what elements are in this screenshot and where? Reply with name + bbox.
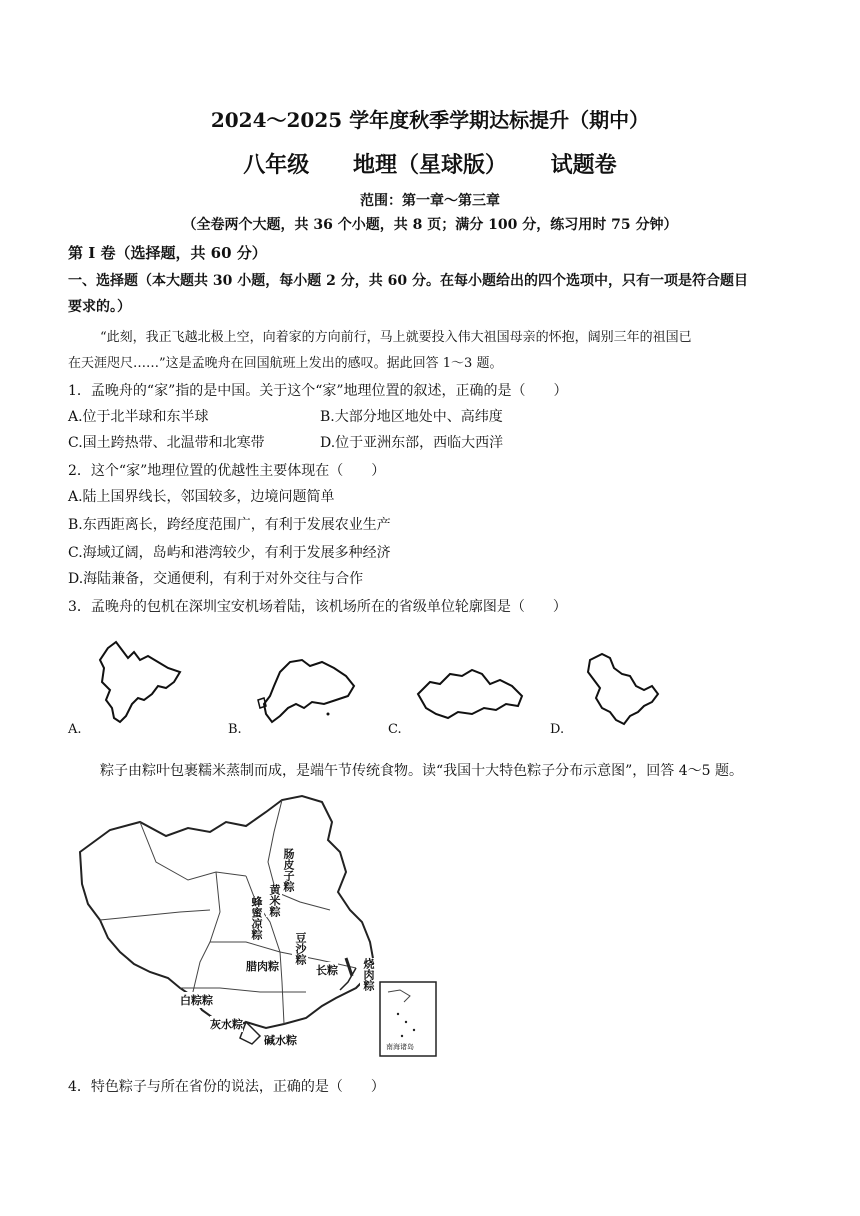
- q2-option-c: C.海域辽阔，岛屿和港湾较少，有利于发展多种经济: [68, 545, 391, 561]
- q2-option-d: D.海陆兼备，交通便利，有利于对外交往与合作: [68, 571, 364, 587]
- map-label-bai: 白粽粽: [180, 994, 213, 1007]
- q3-stem: 3．孟晚舟的包机在深圳宝安机场着陆，该机场所在的省级单位轮廓图是（ ）: [68, 599, 567, 615]
- exam-title: 2024～2025 学年度秋季学期达标提升（期中）: [210, 108, 650, 132]
- q2-stem: 2．这个“家”地理位置的优越性主要体现在（ ）: [68, 463, 386, 479]
- section-instruction-line2: 要求的。）: [68, 299, 131, 315]
- outline-label-c: C.: [388, 722, 402, 737]
- outline-a-yunnan: [88, 638, 188, 728]
- map-label-changpizi: 肠皮子粽: [282, 848, 295, 892]
- map-label-huangmi: 黄米粽: [268, 884, 281, 917]
- q1-option-a: A.位于北半球和东半球: [68, 409, 209, 425]
- map-label-chang: 长粽: [316, 964, 338, 977]
- inset-label: 南海诸岛: [386, 1043, 414, 1051]
- map-label-larou: 腊肉粽: [246, 960, 279, 973]
- passage2-line1: 粽子由粽叶包裹糯米蒸制而成，是端午节传统食物。读“我国十大特色粽子分布示意图”，回答 4～5 题。: [100, 763, 744, 779]
- outline-label-b: B.: [228, 722, 242, 737]
- q1-stem: 1．孟晚舟的“家”指的是中国。关于这个“家”地理位置的叙述，正确的是（ ）: [68, 383, 568, 399]
- exam-note: （全卷两个大题，共 36 个小题，共 8 页；满分 100 分，练习用时 75 分钟）: [182, 217, 678, 233]
- outline-b-guangdong: [250, 652, 360, 732]
- passage1-line2: 在天涯咫尺……”这是孟晚舟在回国航班上发出的感叹。据此回答 1～3 题。: [68, 356, 503, 371]
- subject-label: 地理（星球版）: [352, 152, 507, 178]
- q4-stem: 4．特色粽子与所在省份的说法，正确的是（ ）: [68, 1079, 385, 1095]
- grade-label: 八年级: [243, 152, 310, 178]
- zongzi-distribution-map: [70, 792, 440, 1062]
- map-label-huishui: 灰水粽: [210, 1018, 243, 1031]
- outline-c-hubei: [408, 660, 534, 730]
- outline-label-d: D.: [550, 722, 565, 737]
- q2-option-a: A.陆上国界线长，邻国较多，边境问题简单: [68, 489, 335, 505]
- paper-label: 试题卷: [550, 152, 617, 178]
- q2-option-b: B.东西距离长，跨经度范围广，有利于发展农业生产: [68, 517, 391, 533]
- exam-scope: 范围：第一章～第三章: [360, 193, 500, 209]
- map-label-dousha: 豆沙粽: [294, 932, 307, 965]
- passage1-line1: “此刻，我正飞越北极上空，向着家的方向前行，马上就要投入伟大祖国母亲的怀抱，阔别三年的祖国已: [100, 330, 692, 345]
- map-label-fengmi: 蜂蜜凉粽: [250, 896, 263, 940]
- map-label-jianshui: 碱水粽: [264, 1034, 297, 1047]
- q1-option-c: C.国土跨热带、北温带和北寒带: [68, 435, 265, 451]
- q1-option-d: D.位于亚洲东部，西临大西洋: [320, 435, 504, 451]
- outline-d-heilongjiang: [578, 646, 668, 730]
- section-instruction-line1: 一、选择题（本大题共 30 小题，每小题 2 分，共 60 分。在每小题给出的四个选项中，只有一项是符合题目: [68, 273, 748, 289]
- map-label-shaorou: 烧肉粽: [362, 958, 375, 991]
- exam-subtitle: [0, 148, 860, 179]
- outline-label-a: A.: [68, 722, 82, 737]
- q1-option-b: B.大部分地区地处中、高纬度: [320, 409, 503, 425]
- section-title: 第 I 卷（选择题，共 60 分）: [68, 244, 267, 262]
